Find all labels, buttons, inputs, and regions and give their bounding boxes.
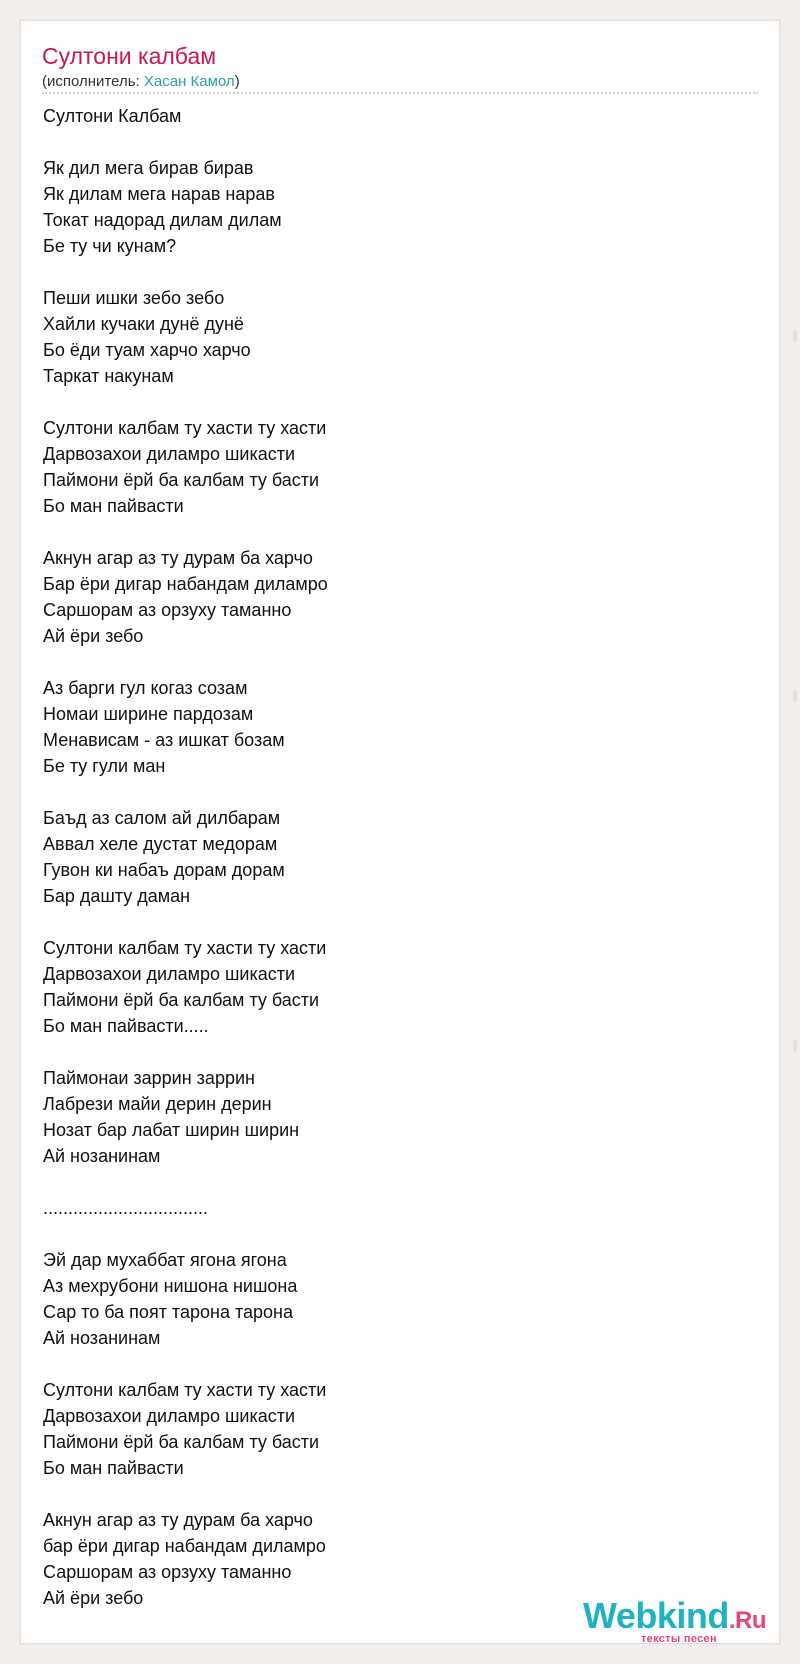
lyric-line: Ай нозанинам (43, 1328, 161, 1348)
lyric-line: Бо ман пайвасти (43, 1458, 184, 1478)
lyric-line: Паймони ёрй ба калбам ту басти (43, 990, 320, 1010)
divider (42, 92, 758, 94)
lyrics-stanza (43, 415, 743, 519)
lyric-line: Султони калбам ту хасти ту хасти (43, 938, 327, 958)
lyrics-stanza (43, 805, 743, 909)
lyric-line: Дарвозахои диламро шикасти (43, 1406, 296, 1426)
lyric-line: Паймони ёрй ба калбам ту басти (43, 1432, 320, 1452)
lyric-line: бар ёри дигар набандам диламро (43, 1536, 326, 1556)
lyric-line: Бо ман пайвасти..... (43, 1016, 209, 1036)
lyric-line: Ай ёри зебо (43, 626, 144, 646)
lyric-line: Баъд аз салом ай дилбарам (43, 808, 281, 828)
lyrics-stanza (43, 935, 743, 1039)
lyric-line: Ай ёри зебо (43, 1588, 144, 1608)
lyric-line: Акнун агар аз ту дурам ба харчо (43, 548, 313, 568)
lyrics-stanza (43, 1377, 743, 1481)
lyric-line: Султони Калбам (43, 106, 182, 126)
lyric-line: Сар то ба поят тарона тарона (43, 1302, 293, 1322)
lyric-line: Менависам - аз ишкат бозам (43, 730, 285, 750)
logo-tagline: тексты песен (641, 1633, 717, 1645)
lyrics-stanza (43, 285, 743, 389)
lyric-line: Эй дар мухаббат ягона ягона (43, 1250, 287, 1270)
lyric-line: Бо ёди туам харчо харчо (43, 340, 251, 360)
performer-prefix: (исполнитель: (42, 73, 144, 90)
song-title: Султони калбам (42, 43, 217, 69)
lyric-line: Аз мехрубони нишона нишона (43, 1276, 298, 1296)
lyric-line: Паймонаи заррин заррин (43, 1068, 255, 1088)
lyrics-stanza (43, 675, 743, 779)
lyric-line: Бо ман пайвасти (43, 496, 184, 516)
lyric-line: Як дил мега бирав бирав (43, 158, 254, 178)
lyric-line: Гувон ки набаъ дорам дорам (43, 860, 285, 880)
lyric-line: Бар дашту даман (43, 886, 191, 906)
lyric-line: Ай нозанинам (43, 1146, 161, 1166)
lyrics-stanza (43, 1065, 743, 1169)
webkind-logo[interactable] (583, 1596, 773, 1648)
lyric-line: Акнун агар аз ту дурам ба харчо (43, 1510, 313, 1530)
lyric-line: Лабрези майи дерин дерин (43, 1094, 272, 1114)
lyric-line: Аввал хеле дустат медорам (43, 834, 278, 854)
lyric-line: Саршорам аз орзуху таманно (43, 1562, 292, 1582)
lyrics-stanza (43, 545, 743, 649)
lyrics-stanza (43, 1195, 743, 1221)
scroll-marker (793, 1040, 797, 1052)
lyric-line: Бе ту чи кунам? (43, 236, 177, 256)
scroll-marker (793, 690, 797, 702)
lyrics-stanza (43, 155, 743, 259)
performer-suffix: ) (234, 73, 240, 90)
lyric-line: Султони калбам ту хасти ту хасти (43, 1380, 327, 1400)
lyric-line: Аз барги гул когаз созам (43, 678, 248, 698)
lyric-line: Саршорам аз орзуху таманно (43, 600, 292, 620)
lyric-line: Як дилам мега нарав нарав (43, 184, 275, 204)
lyric-line: Паймони ёрй ба калбам ту басти (43, 470, 320, 490)
lyric-line: Султони калбам ту хасти ту хасти (43, 418, 327, 438)
lyric-line: Таркат накунам (43, 366, 174, 386)
lyric-line: Дарвозахои диламро шикасти (43, 964, 296, 984)
lyric-line: Пеши ишки зебо зебо (43, 288, 225, 308)
lyrics-stanza (43, 103, 743, 129)
lyric-line: Дарвозахои диламро шикасти (43, 444, 296, 464)
lyric-line: Номаи ширине пардозам (43, 704, 254, 724)
lyric-line: Бе ту гули ман (43, 756, 166, 776)
performer-link[interactable]: Хасан Камол (143, 73, 235, 90)
lyric-line: Токат надорад дилам дилам (43, 210, 282, 230)
lyric-line: Нозат бар лабат ширин ширин (43, 1120, 300, 1140)
lyrics-stanza (43, 1247, 743, 1351)
performer-line (42, 72, 240, 92)
lyric-line: Хайли кучаки дунё дунё (43, 314, 244, 334)
logo-domain-text: .Ru (728, 1607, 767, 1634)
lyric-line: ................................. (43, 1198, 209, 1218)
logo-main-text: Webkind (583, 1595, 729, 1636)
lyric-line: Бар ёри дигар набандам диламро (43, 574, 328, 594)
lyrics-body (43, 103, 743, 1637)
scroll-marker (793, 330, 797, 342)
